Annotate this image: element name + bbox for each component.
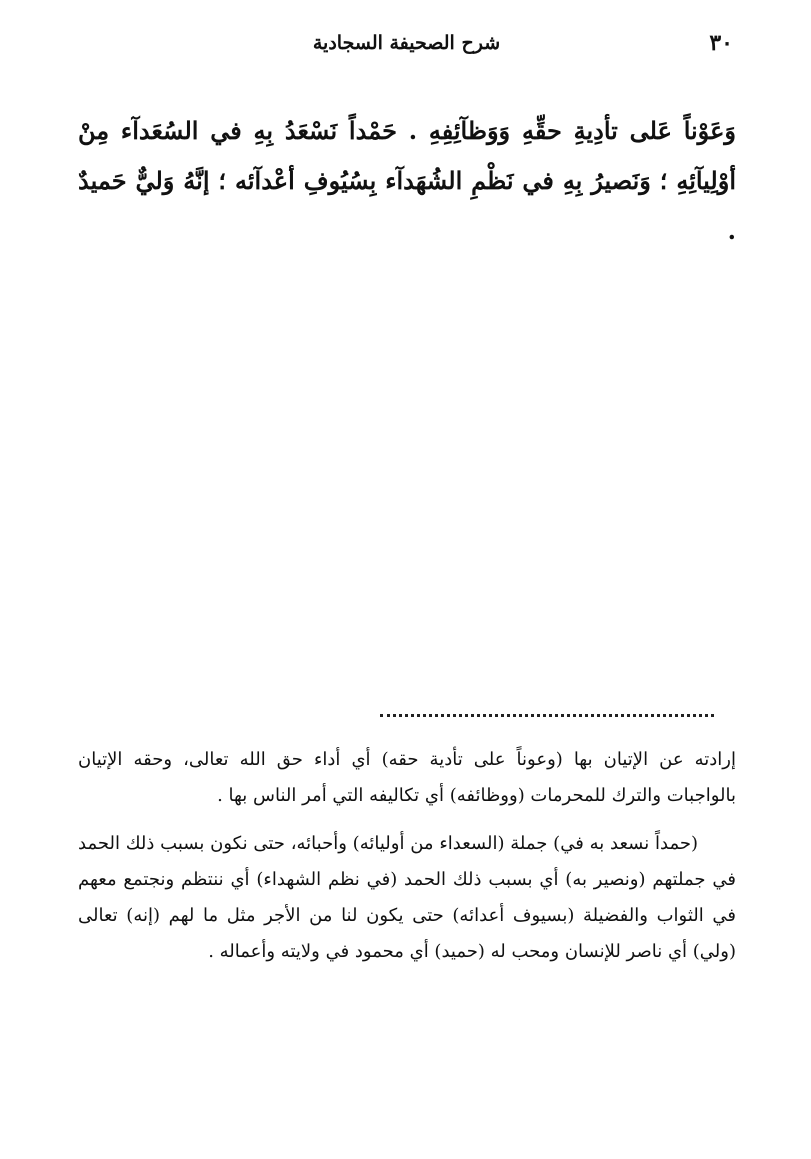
footnote-paragraph: إرادته عن الإتيان بها (وعوناً على تأدية حقه) أي أداء حق الله تعالى، وحقه الإتيان بالواجبات والترك للمحرمات (ووظائفه) أي تكاليفه التي أمر الناس بها .	[78, 749, 736, 806]
main-text: وَعَوْناً عَلى تأدِيةِ حقِّهِ وَوَظآئِفِهِ . حَمْداً نَسْعَدُ بِهِ في السُعَدآء مِنْ أوْلِيآئِهِ ؛ وَنَصيرُ بِهِ في نَظْمِ الشُهَدآء بِسُيُوفِ أعْدآئه ؛ إنَّهُ وَليٌّ حَميدٌ .	[78, 116, 736, 245]
footnote-paragraph: (حمداً نسعد به في) جملة (السعداء من أوليائه) وأحبائه، حتى نكون بسبب ذلك الحمد في جملتهم (ونصير به) أي بسبب ذلك الحمد (في نظم الشهداء) أي ننتظم ونجتمع معهم في الثواب والفضيلة (بسيوف أعدائه) حتى يكون لنا من الأجر مثل ما لهم (إنه) تعالى (ولي) أي ناصر للإنسان ومحب له (حميد) أي محمود في ولايته وأعماله .	[78, 833, 736, 962]
footnotes	[78, 742, 736, 982]
page-header	[80, 30, 733, 64]
running-title: شرح الصحيفة السجادية	[312, 32, 501, 54]
page-number: ٣٠	[709, 30, 733, 56]
footnote-separator	[380, 714, 714, 717]
